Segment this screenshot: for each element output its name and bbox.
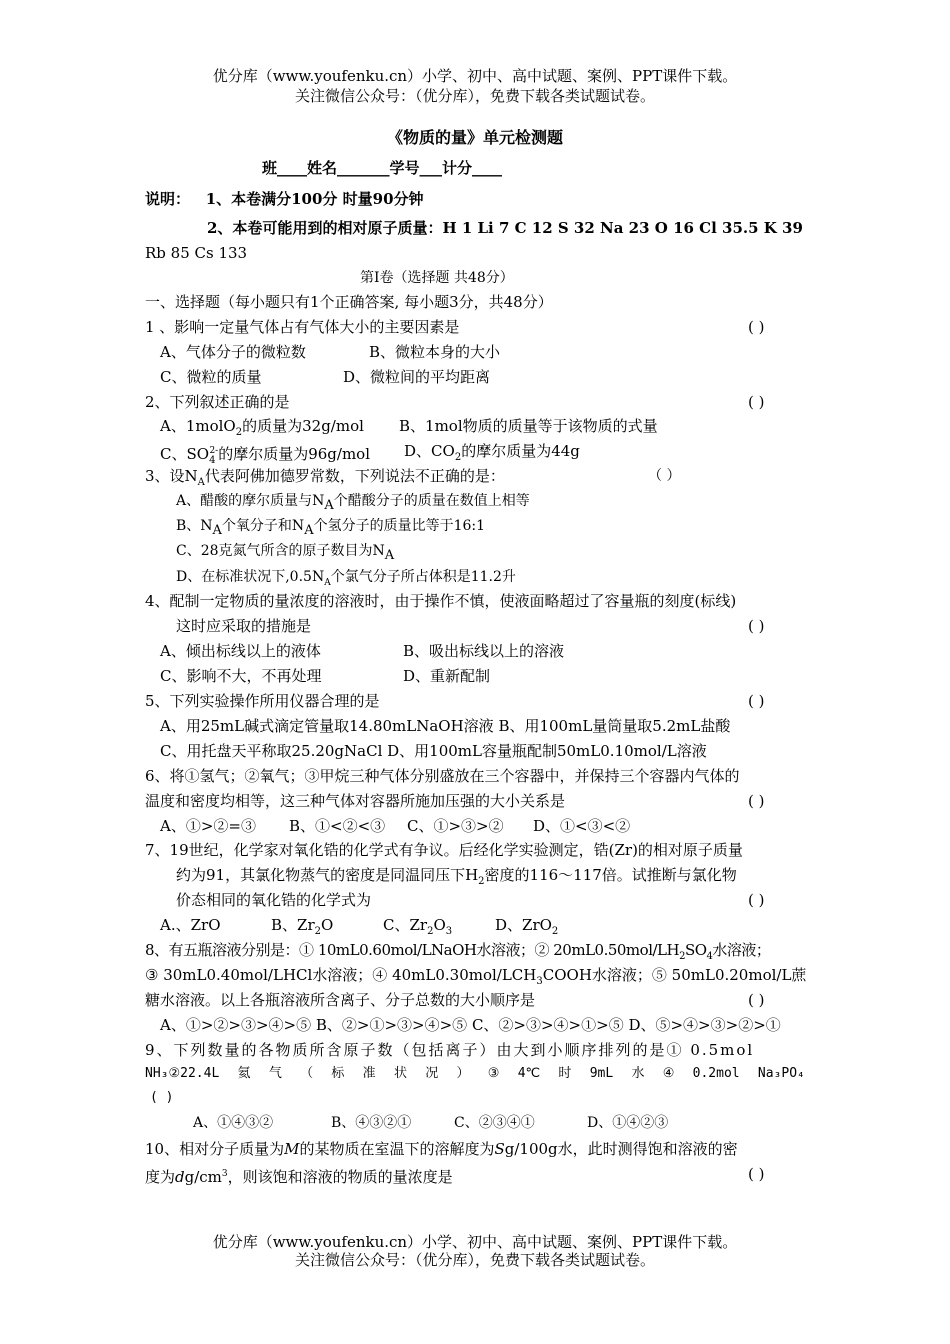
student-info-line: 班____姓名_______学号___计分____ (262, 159, 503, 177)
q8-stem-3: 糖水溶液。以上各瓶溶液所含离子、分子总数的大小顺序是 (145, 991, 536, 1009)
q7-stem-2: 约为91，其氯化物蒸气的密度是同温同压下$H_2$密度的116～117倍。试推断与氯化物 (176, 866, 737, 887)
q5-options-ab: A、用25mL碱式滴定管量取14.80mLNaOH溶液 B、用100mL量筒量取5.2mL盐酸 (160, 717, 731, 735)
q3-option-a: A、醋酸的摩尔质量与$N_A$个醋酸分子的质量在数值上相等 (176, 493, 530, 513)
q1-stem: 1 、影响一定量气体占有气体大小的主要因素是 (145, 318, 460, 336)
q1-answer-paren[interactable]: ( ) (748, 318, 765, 336)
notes-line-1 (145, 189, 424, 209)
q3-option-c: C、28克氮气所含的原子数目为$N_A$ (176, 543, 395, 563)
q9-option-c: C、②③④① (454, 1115, 535, 1131)
q4-option-c: C、影响不大，不再处理 (160, 667, 322, 685)
q8-answer-paren[interactable]: ( ) (748, 991, 765, 1009)
q9-answer-paren[interactable]: ( ) (150, 1090, 174, 1105)
q2-option-c: C、$SO_4^{2-}$的摩尔质量为96g/mol (160, 445, 371, 466)
q8-stem-2: ③ 30mL0.40mol/LHCl水溶液；④ $40mL0.30mol/LCH_3COOH$水溶液；⑤ 50mL0.20mol/L蔗 (145, 966, 807, 987)
q2-answer-paren[interactable]: ( ) (748, 393, 765, 411)
q9-stem-1: 9、下列数量的各物质所含原子数（包括离子）由大到小顺序排列的是① 0.5mol (145, 1041, 755, 1059)
q1-option-a: A、气体分子的微粒数 (160, 343, 306, 361)
q9-stem-2: NH₃②22.4L 氦 气 （ 标 准 状 况 ） ③ 4℃ 时 9mL 水 ④ 0.2mol Na₃PO₄ (145, 1066, 805, 1081)
section-title: 第Ⅰ卷（选择题 共48分） (360, 270, 514, 286)
q5-stem: 5、下列实验操作所用仪器合理的是 (145, 692, 380, 710)
page-title: 《物质的量》单元检测题 (386, 128, 563, 147)
q1-option-b: B、微粒本身的大小 (369, 343, 501, 361)
q7-stem-3: 价态相同的氧化锆的化学式为 (176, 891, 372, 909)
q2-stem: 2、下列叙述正确的是 (145, 393, 290, 411)
q4-option-b: B、吸出标线以上的溶液 (403, 642, 565, 660)
q3-option-b: B、$N_A$个氧分子和$N_A$个氢分子的质量比等于16:1 (176, 518, 486, 538)
q2-option-b: B、1mol物质的质量等于该物质的式量 (399, 417, 658, 435)
q5-answer-paren[interactable]: ( ) (748, 692, 765, 710)
q2-option-d: D、$CO_2$的摩尔质量为44g (404, 442, 580, 463)
note-1: 1、本卷满分100分 时量90分钟 (205, 190, 424, 208)
q6-option-d: D、①<③<② (533, 817, 631, 835)
q6-option-b: B、①<②<③ (289, 817, 386, 835)
q8-options: A、①>②>③>④>⑤ B、②>①>③>④>⑤ C、②>③>④>①>⑤ D、⑤>④>③>②>① (160, 1016, 781, 1034)
q7-option-b: B、$Zr_2O$ (271, 916, 334, 937)
q7-option-a: A.、ZrO (160, 916, 221, 934)
footer-line-2: 关注微信公众号：（优分库），免费下载各类试题试卷。 (294, 1251, 655, 1269)
footer-line-1: 优分库（www.youfenku.cn）小学、初中、高中试题、案例、PPT课件下载。 (212, 1233, 738, 1251)
q3-stem: 3、设$N_A$代表阿佛加德罗常数，下列说法不正确的是： (145, 467, 505, 488)
q7-answer-paren[interactable]: ( ) (748, 891, 765, 909)
q5-options-cd: C、用托盘天平称取25.20gNaCl D、用100mL容量瓶配制50mL0.10mol/L溶液 (160, 742, 707, 760)
q10-stem-1: 10、相对分子质量为M的某物质在室温下的溶解度为Sg/100g水，此时测得饱和溶液的密 (145, 1140, 738, 1158)
q1-option-d: D、微粒间的平均距离 (343, 368, 491, 386)
q9-option-a: A、①④③② (193, 1115, 274, 1131)
q4-option-d: D、重新配制 (403, 667, 491, 685)
q9-option-d: D、①④②③ (587, 1115, 669, 1131)
q10-stem-2: 度为$dg/cm^3$，则该饱和溶液的物质的量浓度是 (145, 1168, 453, 1186)
q10-answer-paren[interactable]: ( ) (748, 1165, 765, 1183)
q6-stem-2: 温度和密度均相等，这三种气体对容器所施加压强的大小关系是 (145, 792, 566, 810)
notes-label: 说明： (145, 190, 191, 208)
q4-answer-paren[interactable]: ( ) (748, 617, 765, 635)
note-2: 2、本卷可能用到的相对原子质量：H 1 Li 7 C 12 S 32 Na 23 O 16 Cl 35.5 K 39 (207, 219, 803, 237)
q7-stem-1: 7、19世纪，化学家对氧化锆的化学式有争议。后经化学实验测定，锆(Zr)的相对原子质量 (145, 841, 743, 859)
header-line-2: 关注微信公众号：（优分库），免费下载各类试题试卷。 (294, 87, 655, 105)
q2-option-a: A、1molO$_2$的质量为32g/mol (160, 417, 364, 438)
q4-option-a: A、倾出标线以上的液体 (160, 642, 321, 660)
q4-stem-2: 这时应采取的措施是 (176, 617, 312, 635)
q3-answer-paren[interactable]: （ ） (648, 468, 681, 484)
note-2b: Rb 85 Cs 133 (145, 244, 248, 262)
q6-option-c: C、①>③>② (407, 817, 504, 835)
q7-option-c: C、$Zr_2O_3$ (383, 916, 453, 937)
q6-option-a: A、①>②=③ (160, 817, 256, 835)
q8-stem-1: 8、有五瓶溶液分别是：① 10mL0.60mol/LNaOH水溶液；② $20mL0.50mol/LH_2SO_4$水溶液； (145, 941, 771, 962)
q4-stem-1: 4、配制一定物质的量浓度的溶液时，由于操作不慎，使液面略超过了容量瓶的刻度(标线) (145, 592, 737, 610)
q3-option-d: D、在标准状况下$,0.5N_A$个氯气分子所占体积是11.2升 (176, 569, 516, 588)
q1-option-c: C、微粒的质量 (160, 368, 262, 386)
q7-option-d: D、ZrO$_2$ (495, 916, 559, 937)
q6-answer-paren[interactable]: ( ) (748, 792, 765, 810)
section-heading: 一、选择题（每小题只有1个正确答案, 每小题3分，共48分） (145, 293, 553, 311)
q6-stem-1: 6、将①氢气；②氧气；③甲烷三种气体分别盛放在三个容器中，并保持三个容器内气体的 (145, 767, 740, 785)
header-line-1: 优分库（www.youfenku.cn）小学、初中、高中试题、案例、PPT课件下载。 (212, 67, 738, 85)
q9-option-b: B、④③②① (331, 1115, 412, 1131)
